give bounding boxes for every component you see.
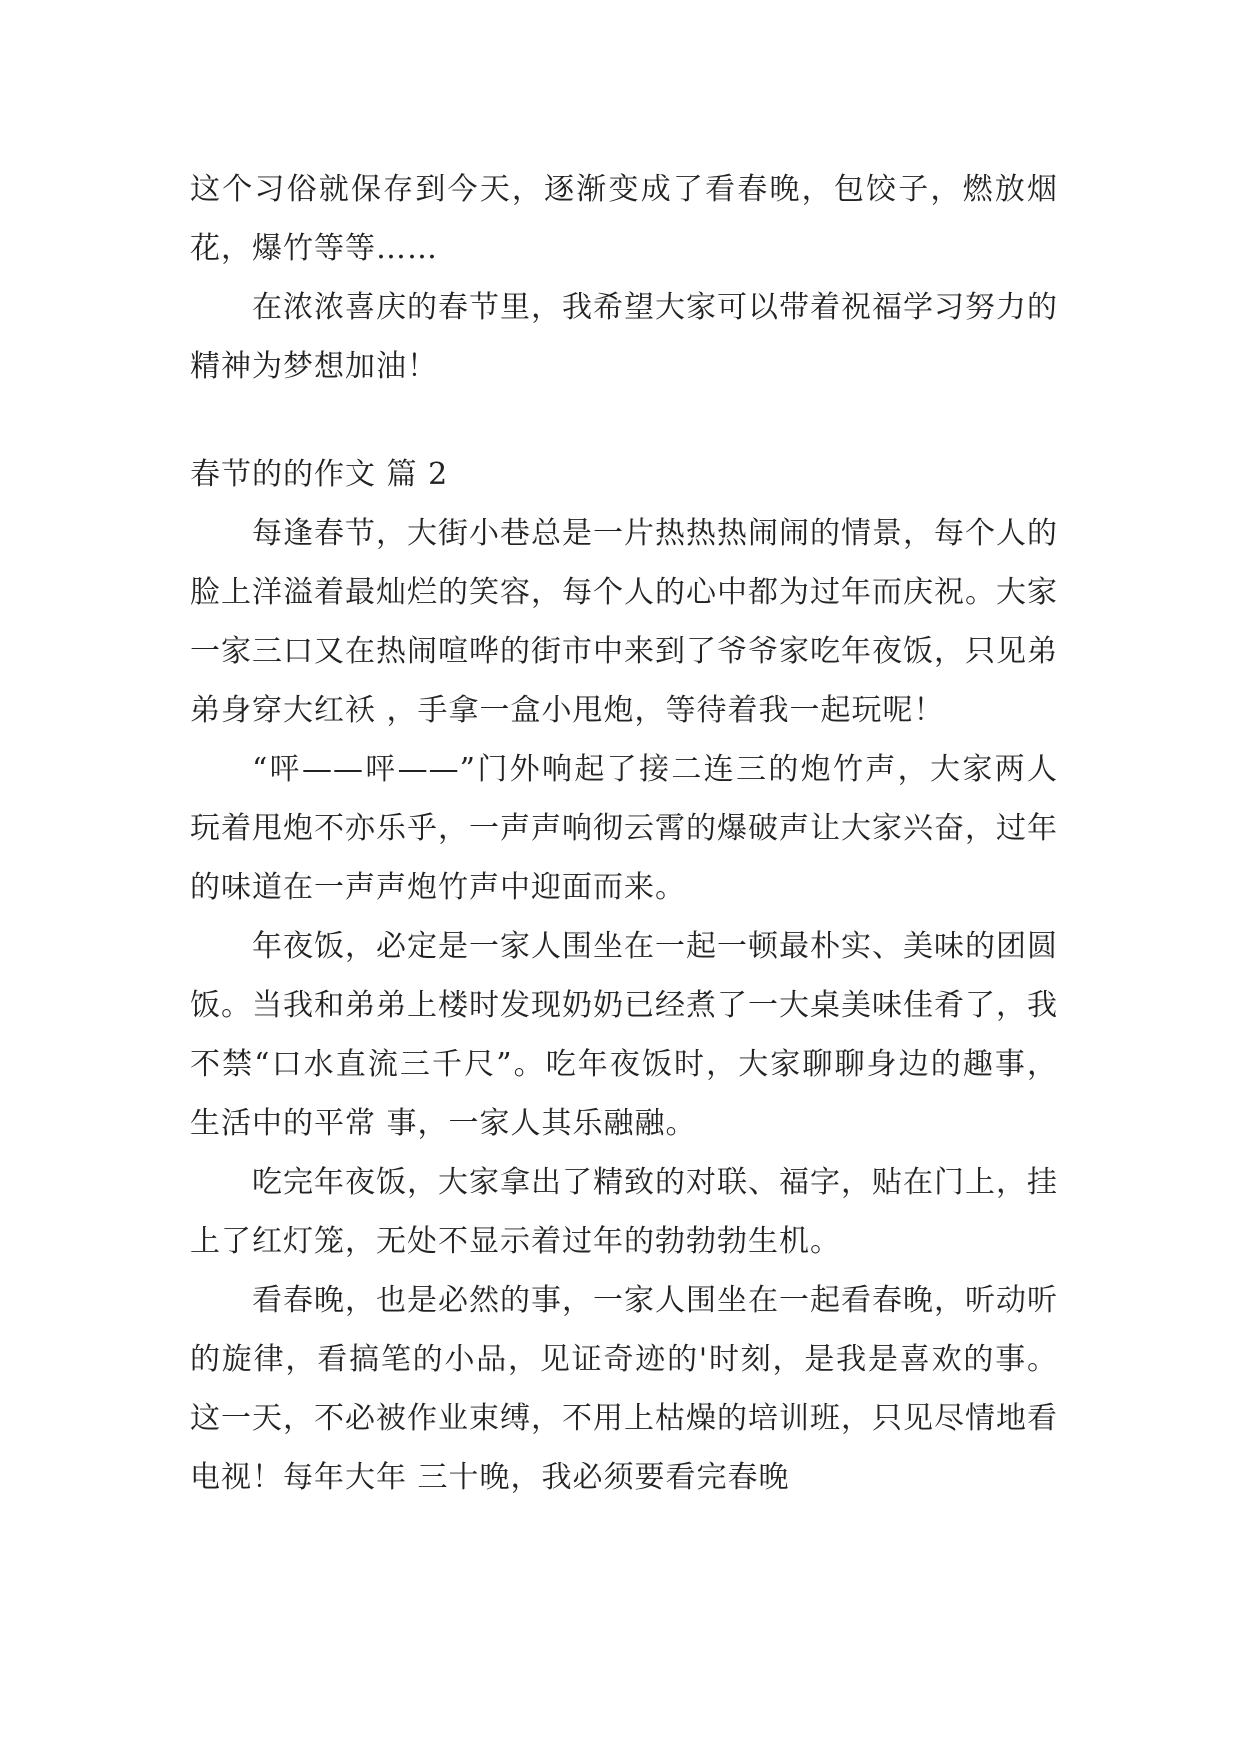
body-paragraph-4: 吃完年夜饭，大家拿出了精致的对联、福字，贴在门上，挂上了红灯笼，无处不显示着过年的勃勃勃生机。 xyxy=(190,1165,1058,1259)
body-paragraph-3: 年夜饭，必定是一家人围坐在一起一顿最朴实、美味的团圆饭。当我和弟弟上楼时发现奶奶已经煮了一大桌美味佳肴了，我不禁“口水直流三千尺”。吃年夜饭时，大家聊聊身边的趣事，生活中的平常 事，一家人其乐融融。 xyxy=(190,929,1058,1141)
body-paragraph-2: “呯——呯——”门外响起了接二连三的炮竹声，大家两人玩着甩炮不亦乐乎，一声声响彻云霄的爆破声让大家兴奋，过年的味道在一声声炮竹声中迎面而来。 xyxy=(190,752,1058,905)
intro-paragraph-2: 在浓浓喜庆的春节里，我希望大家可以带着祝福学习努力的精神为梦想加油！ xyxy=(190,290,1058,384)
body-paragraph-1: 每逢春节，大街小巷总是一片热热热闹闹的情景，每个人的脸上洋溢着最灿烂的笑容，每个人的心中都为过年而庆祝。大家一家三口又在热闹喧哗的街市中来到了爷爷家吃年夜饭，只见弟弟身穿大红袄 ，手拿一盒小甩炮，等待着我一起玩呢！ xyxy=(190,516,1058,728)
section-title: 春节的的作文 篇 2 xyxy=(190,457,449,492)
document-body xyxy=(190,160,1058,1507)
intro-paragraph-1: 这个习俗就保存到今天，逐渐变成了看春晚，包饺子，燃放烟花，爆竹等等…… xyxy=(190,172,1058,266)
body-paragraph-5: 看春晚，也是必然的事，一家人围坐在一起看春晚，听动听的旋律，看搞笔的小品，见证奇迹的'时刻，是我是喜欢的事。这一天，不必被作业束缚，不用上枯燥的培训班，只见尽情地看电视！每年大年 三十晚，我必须要看完春晚 xyxy=(190,1283,1058,1495)
